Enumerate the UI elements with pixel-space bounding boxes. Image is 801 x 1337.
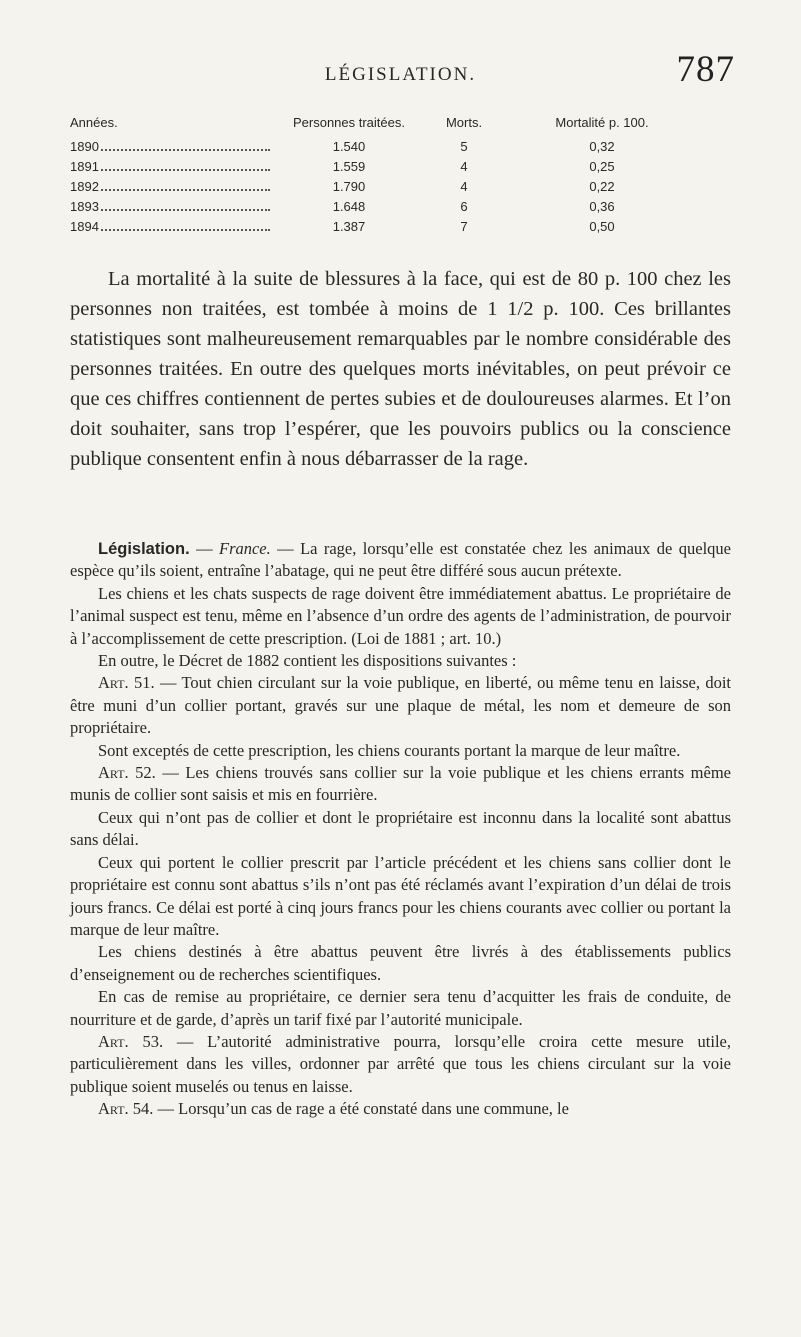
year-value: 1892 (70, 178, 99, 194)
legislation-paragraph (70, 740, 731, 762)
legislation-paragraph (70, 986, 731, 1031)
cell-treated: 1.540 (332, 138, 366, 154)
legislation-intro (70, 538, 731, 583)
legislation-paragraph (70, 852, 731, 942)
legislation-paragraph (70, 762, 731, 807)
page-number: 787 (676, 49, 735, 90)
table-header-row (70, 115, 690, 136)
table-row (70, 176, 690, 196)
legislation-country: France. (218, 539, 271, 558)
paragraph-text: — L’autorité administrative pourra, lorsqu’elle croira cette mesure utile, particulièrement dans les villes, ordonner par arrêté que tous les chiens circulant sur la voie publique soient muselés ou tenus en laisse. (70, 1031, 731, 1096)
cell-deaths: 4 (460, 158, 468, 174)
paragraph-text: — Lorsqu’un cas de rage a été constaté dans une commune, le (153, 1099, 569, 1119)
column-header-years: Années. (70, 115, 118, 130)
legislation-paragraph (70, 941, 731, 986)
article-label: Art. 54. (98, 1099, 154, 1119)
page-header (0, 49, 801, 102)
cell-mortality: 0,36 (589, 198, 615, 214)
paragraph-text: Sont exceptés de cette prescription, les chiens courants portant la marque de leur maître. (98, 740, 681, 760)
cell-deaths: 6 (460, 198, 468, 214)
column-header-treated: Personnes traitées. (292, 115, 405, 130)
paragraph-text: Ceux qui portent le collier prescrit par l’article précédent et les chiens sans collier dont le propriétaire est connu sont abattus s’ils n’ont pas été réclamés avant l’expiration d’un délai de trois jours francs. Ce délai est porté à cinq jours francs pour les chiens courants avec collier ou portant la marque de leur maître. (70, 852, 731, 939)
paragraph-text: En outre, le Décret de 1882 contient les dispositions suivantes : (98, 651, 517, 671)
legislation-dash-2: — (270, 539, 301, 558)
cell-year (70, 136, 284, 156)
cell-deaths: 5 (460, 138, 468, 154)
year-value: 1894 (70, 218, 99, 234)
running-title: LÉGISLATION. (324, 64, 477, 85)
paragraph-text: — Les chiens trouvés sans collier sur la voie publique et les chiens errants même munis de collier sont saisis et mis en fourrière. (70, 763, 731, 805)
legislation-section (70, 538, 731, 1121)
cell-deaths: 4 (460, 178, 468, 194)
cell-treated: 1.387 (332, 218, 366, 234)
cell-year (70, 176, 284, 196)
legislation-paragraph (70, 650, 731, 672)
paragraph-text: Les chiens et les chats suspects de rage doivent être immédiatement abattus. Le propriétaire de l’animal suspect est tenu, même en l’absence d’un ordre des agents de l’administration, de pourvoir à l’accomplissement de cette prescription. (Loi de 1881 ; art. 10.) (70, 583, 731, 648)
paragraph-text: En cas de remise au propriétaire, ce dernier sera tenu d’acquitter les frais de conduite, de nourriture et de garde, d’après un tarif fixé par l’autorité municipale. (70, 987, 731, 1029)
article-label: Art. 53. (98, 1031, 164, 1051)
cell-treated: 1.648 (332, 198, 366, 214)
cell-mortality: 0,25 (589, 158, 615, 174)
legislation-dash: — (189, 539, 219, 558)
cell-treated: 1.790 (332, 178, 366, 194)
column-header-mortality: Mortalité p. 100. (555, 115, 649, 130)
table-row (70, 196, 690, 216)
legislation-paragraph (70, 672, 731, 739)
cell-year (70, 216, 284, 236)
table-row (70, 136, 690, 156)
cell-mortality: 0,50 (589, 218, 615, 234)
year-value: 1891 (70, 158, 99, 174)
table-row (70, 216, 690, 236)
legislation-paragraph (70, 807, 731, 852)
year-value: 1893 (70, 198, 99, 214)
body-paragraph: La mortalité à la suite de blessures à la face, qui est de 80 p. 100 chez les personnes non traitées, est tombée à moins de 1 1/2 p. 100. Ces brillantes statistiques sont malheureusement remarquables par le nombre considérable des personnes traitées. En outre des quelques morts inévitables, on peut prévoir ce que ces chiffres contiennent de pertes subies et de douloureuses alarmes. Et l’on doit souhaiter, sans trop l’espérer, que les pouvoirs publics ou la conscience publique consentent enfin à nous débarrasser de la rage. (70, 268, 731, 470)
paragraph-text: Ceux qui n’ont pas de collier et dont le propriétaire est inconnu dans la localité sont abattus sans délai. (70, 807, 731, 850)
legislation-paragraphs (70, 583, 731, 1121)
paragraph-text: — Tout chien circulant sur la voie publique, en liberté, ou même tenu en laisse, doit être muni d’un collier portant, gravés sur une plaque de métal, les nom et demeure de son propriétaire. (70, 673, 731, 738)
legislation-paragraph (70, 1098, 731, 1120)
column-header-deaths: Morts. (445, 115, 483, 130)
cell-year (70, 156, 284, 176)
table-row (70, 156, 690, 176)
article-label: Art. 51. (98, 673, 155, 693)
cell-deaths: 7 (460, 218, 468, 234)
cell-year (70, 196, 284, 216)
cell-treated: 1.559 (332, 158, 366, 174)
legislation-paragraph (70, 583, 731, 650)
legislation-paragraph (70, 1031, 731, 1098)
cell-mortality: 0,22 (589, 178, 615, 194)
legislation-intro-text: La rage, lorsqu’elle est constatée chez les animaux de quelque espèce qu’ils soient, entraîne l’abatage, qui ne peut être différé sous aucun prétexte. (70, 539, 731, 581)
year-value: 1890 (70, 138, 99, 154)
paragraph-text: Les chiens destinés à être abattus peuvent être livrés à des établissements publics d’enseignement ou de recherches scientifiques. (70, 942, 731, 984)
legislation-label: Législation. (98, 540, 190, 558)
statistics-table (70, 115, 690, 236)
cell-mortality: 0,32 (589, 138, 615, 154)
article-label: Art. 52. (98, 763, 156, 783)
